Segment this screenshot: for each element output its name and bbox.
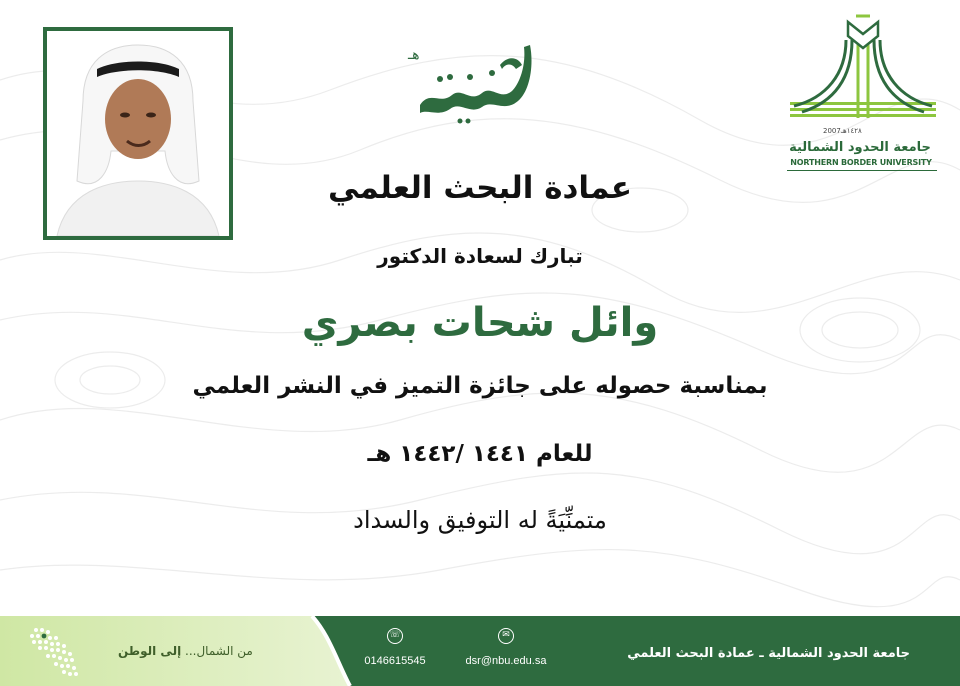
footer-band bbox=[0, 616, 960, 686]
svg-text:هـ: هـ bbox=[408, 47, 420, 63]
email-address: dsr@nbu.edu.sa bbox=[465, 655, 547, 667]
congratulations-calligraphy bbox=[400, 35, 560, 125]
footer-phone[interactable] bbox=[335, 628, 455, 668]
university-name-english: NORTHERN BORDER UNIVERSITY bbox=[790, 158, 932, 167]
university-emblem bbox=[786, 14, 940, 138]
university-logo bbox=[783, 14, 943, 176]
deanship-title: عمادة البحث العلمي bbox=[327, 170, 633, 206]
logo-year-en: 2007 bbox=[823, 127, 841, 135]
logo-year-ar: ١٤٢٨هـ bbox=[841, 127, 862, 135]
footer-title: جامعة الحدود الشمالية ـ عمادة البحث العلمي bbox=[627, 646, 910, 661]
year-line: للعام ١٤٤١ /١٤٤٢ هـ bbox=[367, 441, 593, 467]
wish-line: متمنِّيَةً له التوفيق والسداد bbox=[353, 506, 607, 534]
phone-icon: ☏ bbox=[387, 628, 403, 644]
footer-email[interactable] bbox=[446, 628, 566, 668]
portrait-photo bbox=[43, 27, 233, 240]
slogan-end: إلى الوطن bbox=[118, 644, 182, 658]
greeting-line: تبارك لسعادة الدكتور bbox=[377, 244, 583, 268]
email-icon: ✉ bbox=[498, 628, 514, 644]
slogan-start: من الشمال... bbox=[185, 644, 253, 658]
phone-number: 0146615545 bbox=[364, 655, 426, 667]
university-name-arabic: جامعة الحدود الشمالية bbox=[789, 140, 931, 155]
occasion-line: بمناسبة حصوله على جائزة التميز في النشر العلمي bbox=[192, 373, 768, 399]
honoree-name: وائل شحات بصري bbox=[301, 300, 659, 346]
footer-slogan bbox=[118, 644, 253, 658]
